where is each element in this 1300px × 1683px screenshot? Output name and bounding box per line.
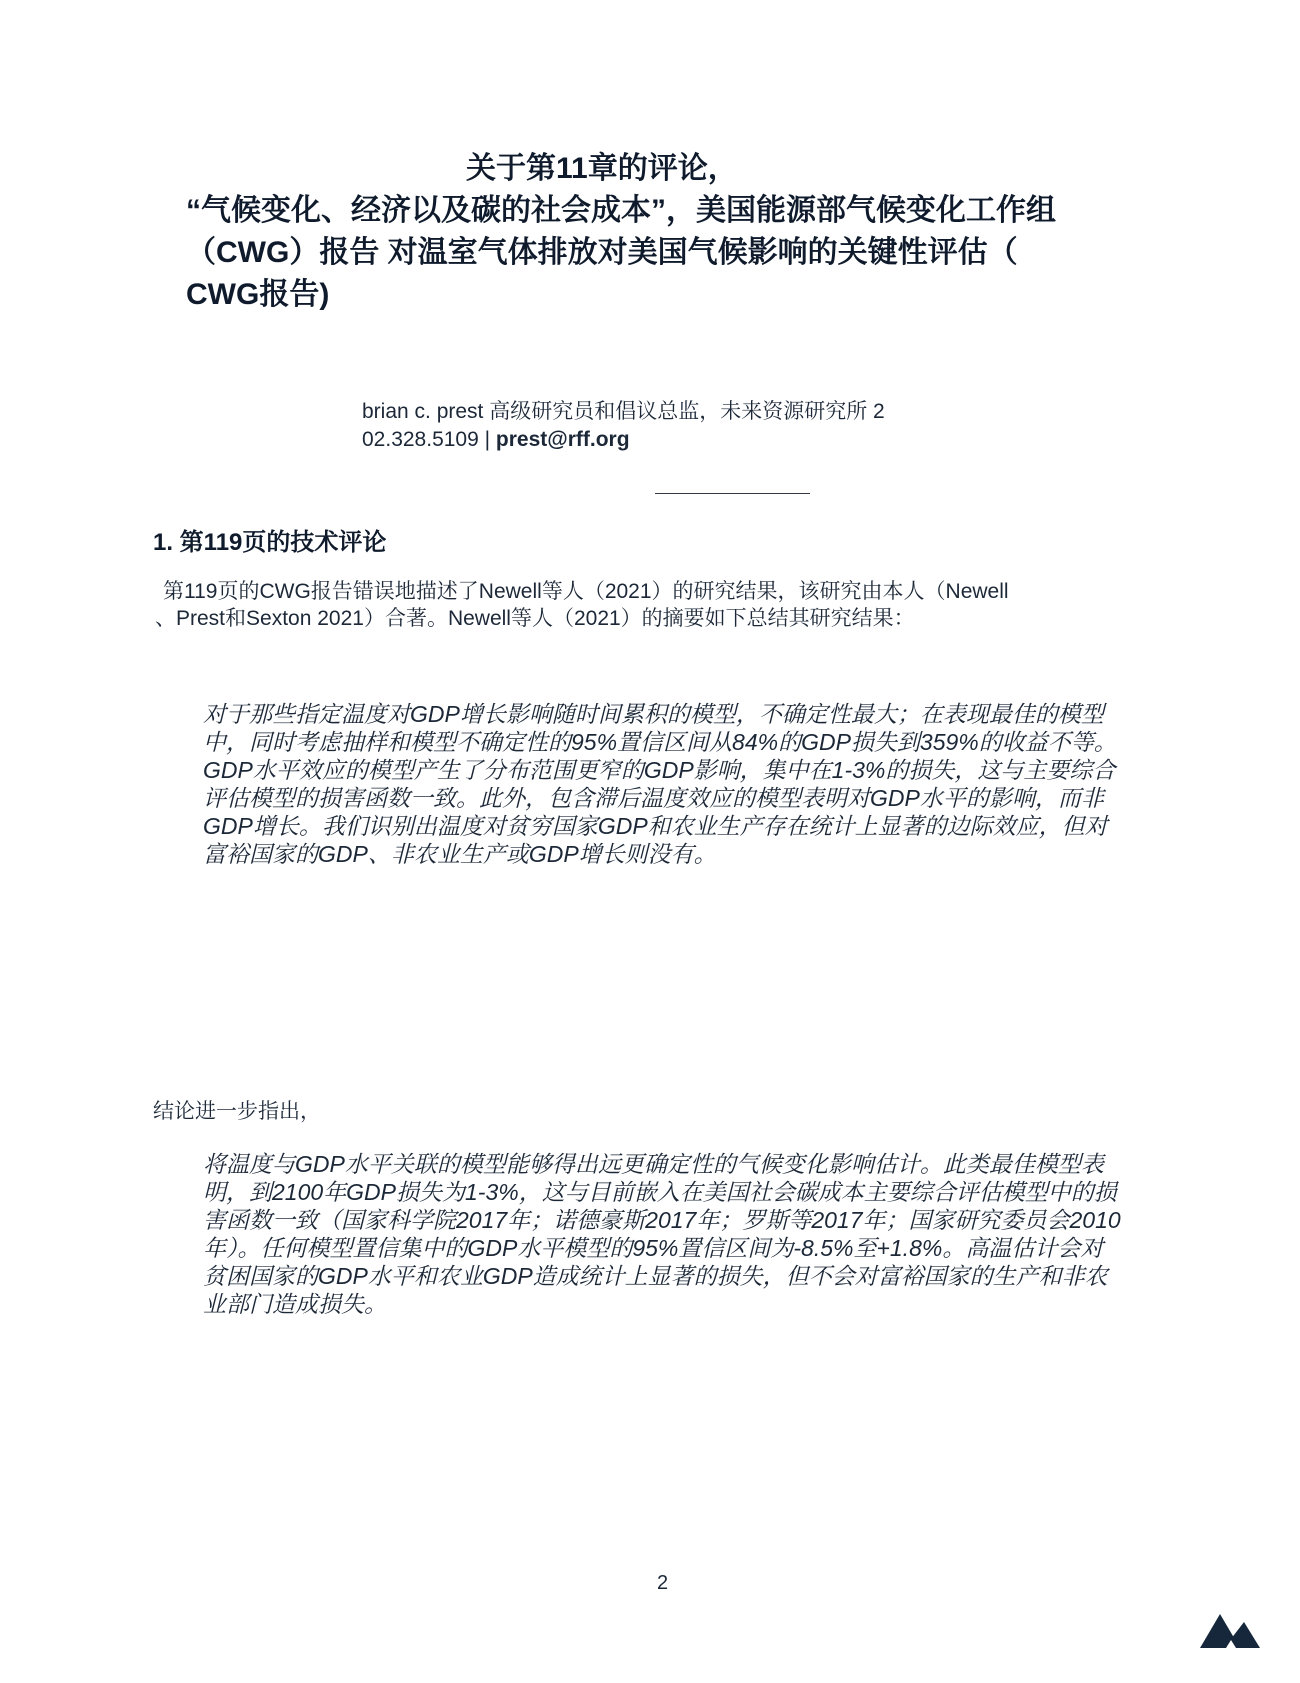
author-phone: 02.328.5109 | xyxy=(362,428,496,451)
intro-paragraph-line-1: 第119页的CWG报告错误地描述了Newell等人（2021）的研究结果，该研究由本人（Newell xyxy=(163,580,1009,603)
conclusion-intro-paragraph: 结论进一步指出， xyxy=(153,1100,321,1123)
title-line-2: “气候变化、经济以及碳的社会成本”，美国能源部气候变化工作组 xyxy=(186,194,1056,227)
mountain-logo-icon xyxy=(1200,1610,1260,1650)
document-title xyxy=(186,148,1126,316)
author-info xyxy=(362,398,962,454)
author-contact-line xyxy=(362,426,962,454)
author-email-link[interactable]: prest@rff.org xyxy=(495,428,630,451)
block-quote-abstract: 对于那些指定温度对GDP增长影响随时间累积的模型，不确定性最大；在表现最佳的模型中，同时考虑抽样和模型不确定性的95%置信区间从84%的GDP损失到359%的收益不等。GDP水平效应的模型产生了分布范围更窄的GDP影响，集中在1-3%的损失，这与主要综合评估模型的损害函数一致。此外，包含滞后温度效应的模型表明对GDP水平的影响，而非GDP增长。我们识别出温度对贫穷国家GDP和农业生产存在统计上显著的边际效应，但对富裕国家的GDP、非农业生产或GDP增长则没有。 xyxy=(203,701,1117,867)
title-line-1: 关于第11章的评论， xyxy=(466,152,738,185)
block-quote-conclusion: 将温度与GDP水平关联的模型能够得出远更确定性的气候变化影响估计。此类最佳模型表明，到2100年GDP损失为1-3%，这与目前嵌入在美国社会碳成本主要综合评估模型中的损害函数一致（国家科学院2017年；诺德豪斯2017年；罗斯等2017年；国家研究委员会2010年）。任何模型置信集中的GDP水平模型的95%置信区间为-8.5%至+1.8%。高温估计会对贫困国家的GDP水平和农业GDP造成统计上显著的损失，但不会对富裕国家的生产和非农业部门造成损失。 xyxy=(203,1151,1121,1317)
author-name-line: brian c. prest 高级研究员和倡议总监，未来资源研究所 2 xyxy=(362,400,885,423)
page-number: 2 xyxy=(656,1572,669,1594)
intro-paragraph-line-2: 、Prest和Sexton 2021）合著。Newell等人（2021）的摘要如下总结其研究结果： xyxy=(155,607,915,630)
intro-paragraph xyxy=(155,578,1103,632)
title-line-3: （CWG）报告 对温室气体排放对美国气候影响的关键性评估（ xyxy=(186,236,1018,269)
section-divider xyxy=(655,493,810,494)
title-line-4: CWG报告) xyxy=(186,278,330,311)
section-heading: 1. 第119页的技术评论 xyxy=(153,529,387,556)
